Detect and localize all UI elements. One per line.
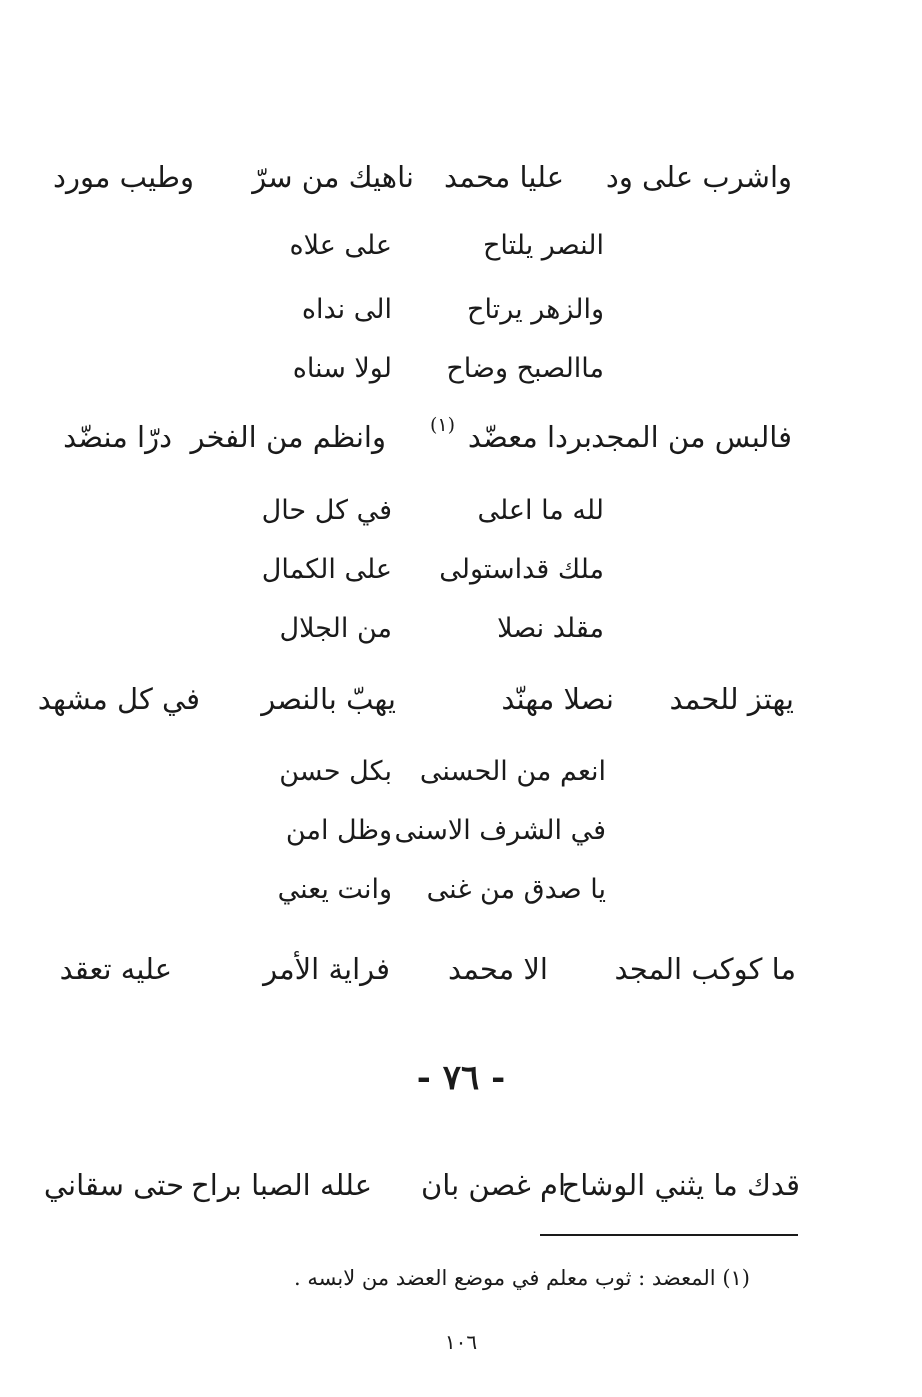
- verse-hemistich: ناهيك من سرّ: [252, 160, 414, 194]
- verse-hemistich: في كل حال: [261, 495, 392, 526]
- verse-hemistich: نصلا مهنّد: [501, 682, 614, 716]
- section-number: - ٧٦ -: [416, 1058, 506, 1098]
- verse-line: [0, 755, 922, 795]
- verse-hemistich: بكل حسن: [279, 756, 392, 787]
- verse-hemistich: واشرب على ود: [605, 160, 792, 194]
- verse-hemistich: لولا سناه: [292, 353, 392, 384]
- verse-hemistich: حتى سقاني: [43, 1168, 184, 1202]
- verse-hemistich: في الشرف الاسنى: [394, 815, 606, 846]
- verse-line: [0, 494, 922, 534]
- verse-hemistich: في كل مشهد: [37, 682, 200, 716]
- verse-hemistich: يهتز للحمد: [669, 682, 794, 716]
- verse-line: [0, 1168, 922, 1208]
- verse-hemistich: عليه تعقد: [59, 952, 172, 986]
- verse-line: [0, 873, 922, 913]
- verse-line: [0, 682, 922, 722]
- verse-hemistich: عليا محمد: [444, 160, 564, 194]
- verse-hemistich: وظل امن: [285, 815, 392, 846]
- page-number: ١٠٦: [444, 1330, 478, 1354]
- verse-line: [0, 160, 922, 200]
- footnote-text: (١) المعضد : ثوب معلم في موضع العضد من لابسه .: [294, 1266, 750, 1290]
- verse-hemistich: والزهر يرتاح: [467, 294, 604, 325]
- verse-hemistich: من الجلال: [279, 613, 392, 644]
- verse-hemistich: لله ما اعلى: [477, 495, 604, 526]
- verse-hemistich: ملك قداستولى: [439, 554, 604, 585]
- verse-hemistich: انعم من الحسنى: [419, 756, 606, 787]
- verse-hemistich: على علاه: [289, 230, 392, 261]
- verse-line: [0, 229, 922, 269]
- verse-hemistich: ام غصن بان: [420, 1168, 566, 1202]
- verse-hemistich: فالبس من المجد: [591, 420, 792, 454]
- verse-hemistich: علله الصبا براح: [191, 1168, 372, 1202]
- verse-hemistich: وطيب مورد: [53, 160, 194, 194]
- verse-line: [0, 352, 922, 392]
- verse-hemistich: قدك ما يثني الوشاح: [561, 1168, 800, 1202]
- verse-line: [0, 952, 922, 992]
- verse-line: [0, 414, 922, 460]
- verse-hemistich: الا محمد: [447, 952, 548, 986]
- verse-hemistich: مقلد نصلا: [497, 613, 604, 644]
- verse-hemistich: درّا منضّد: [63, 420, 172, 454]
- verse-line: [0, 814, 922, 854]
- verse-hemistich: وانت يعني: [277, 874, 392, 905]
- verse-hemistich: يا صدق من غنى: [426, 874, 606, 905]
- verse-hemistich: بردا معضّد: [467, 420, 592, 454]
- verse-hemistich: ماالصبح وضاح: [446, 353, 604, 384]
- verse-hemistich: يهبّ بالنصر: [261, 682, 396, 716]
- footnote-marker: (١): [430, 414, 456, 436]
- verse-hemistich: ما كوكب المجد: [614, 952, 796, 986]
- footnote-rule: [540, 1234, 798, 1236]
- verse-line: [0, 612, 922, 652]
- verse-hemistich: فراية الأمر: [263, 952, 390, 986]
- verse-hemistich: وانظم من الفخر: [190, 420, 386, 454]
- verse-hemistich: النصر يلتاح: [482, 230, 604, 261]
- verse-hemistich: الى نداه: [301, 294, 392, 325]
- verse-line: [0, 293, 922, 333]
- verse-line: [0, 553, 922, 593]
- verse-hemistich: على الكمال: [261, 554, 392, 585]
